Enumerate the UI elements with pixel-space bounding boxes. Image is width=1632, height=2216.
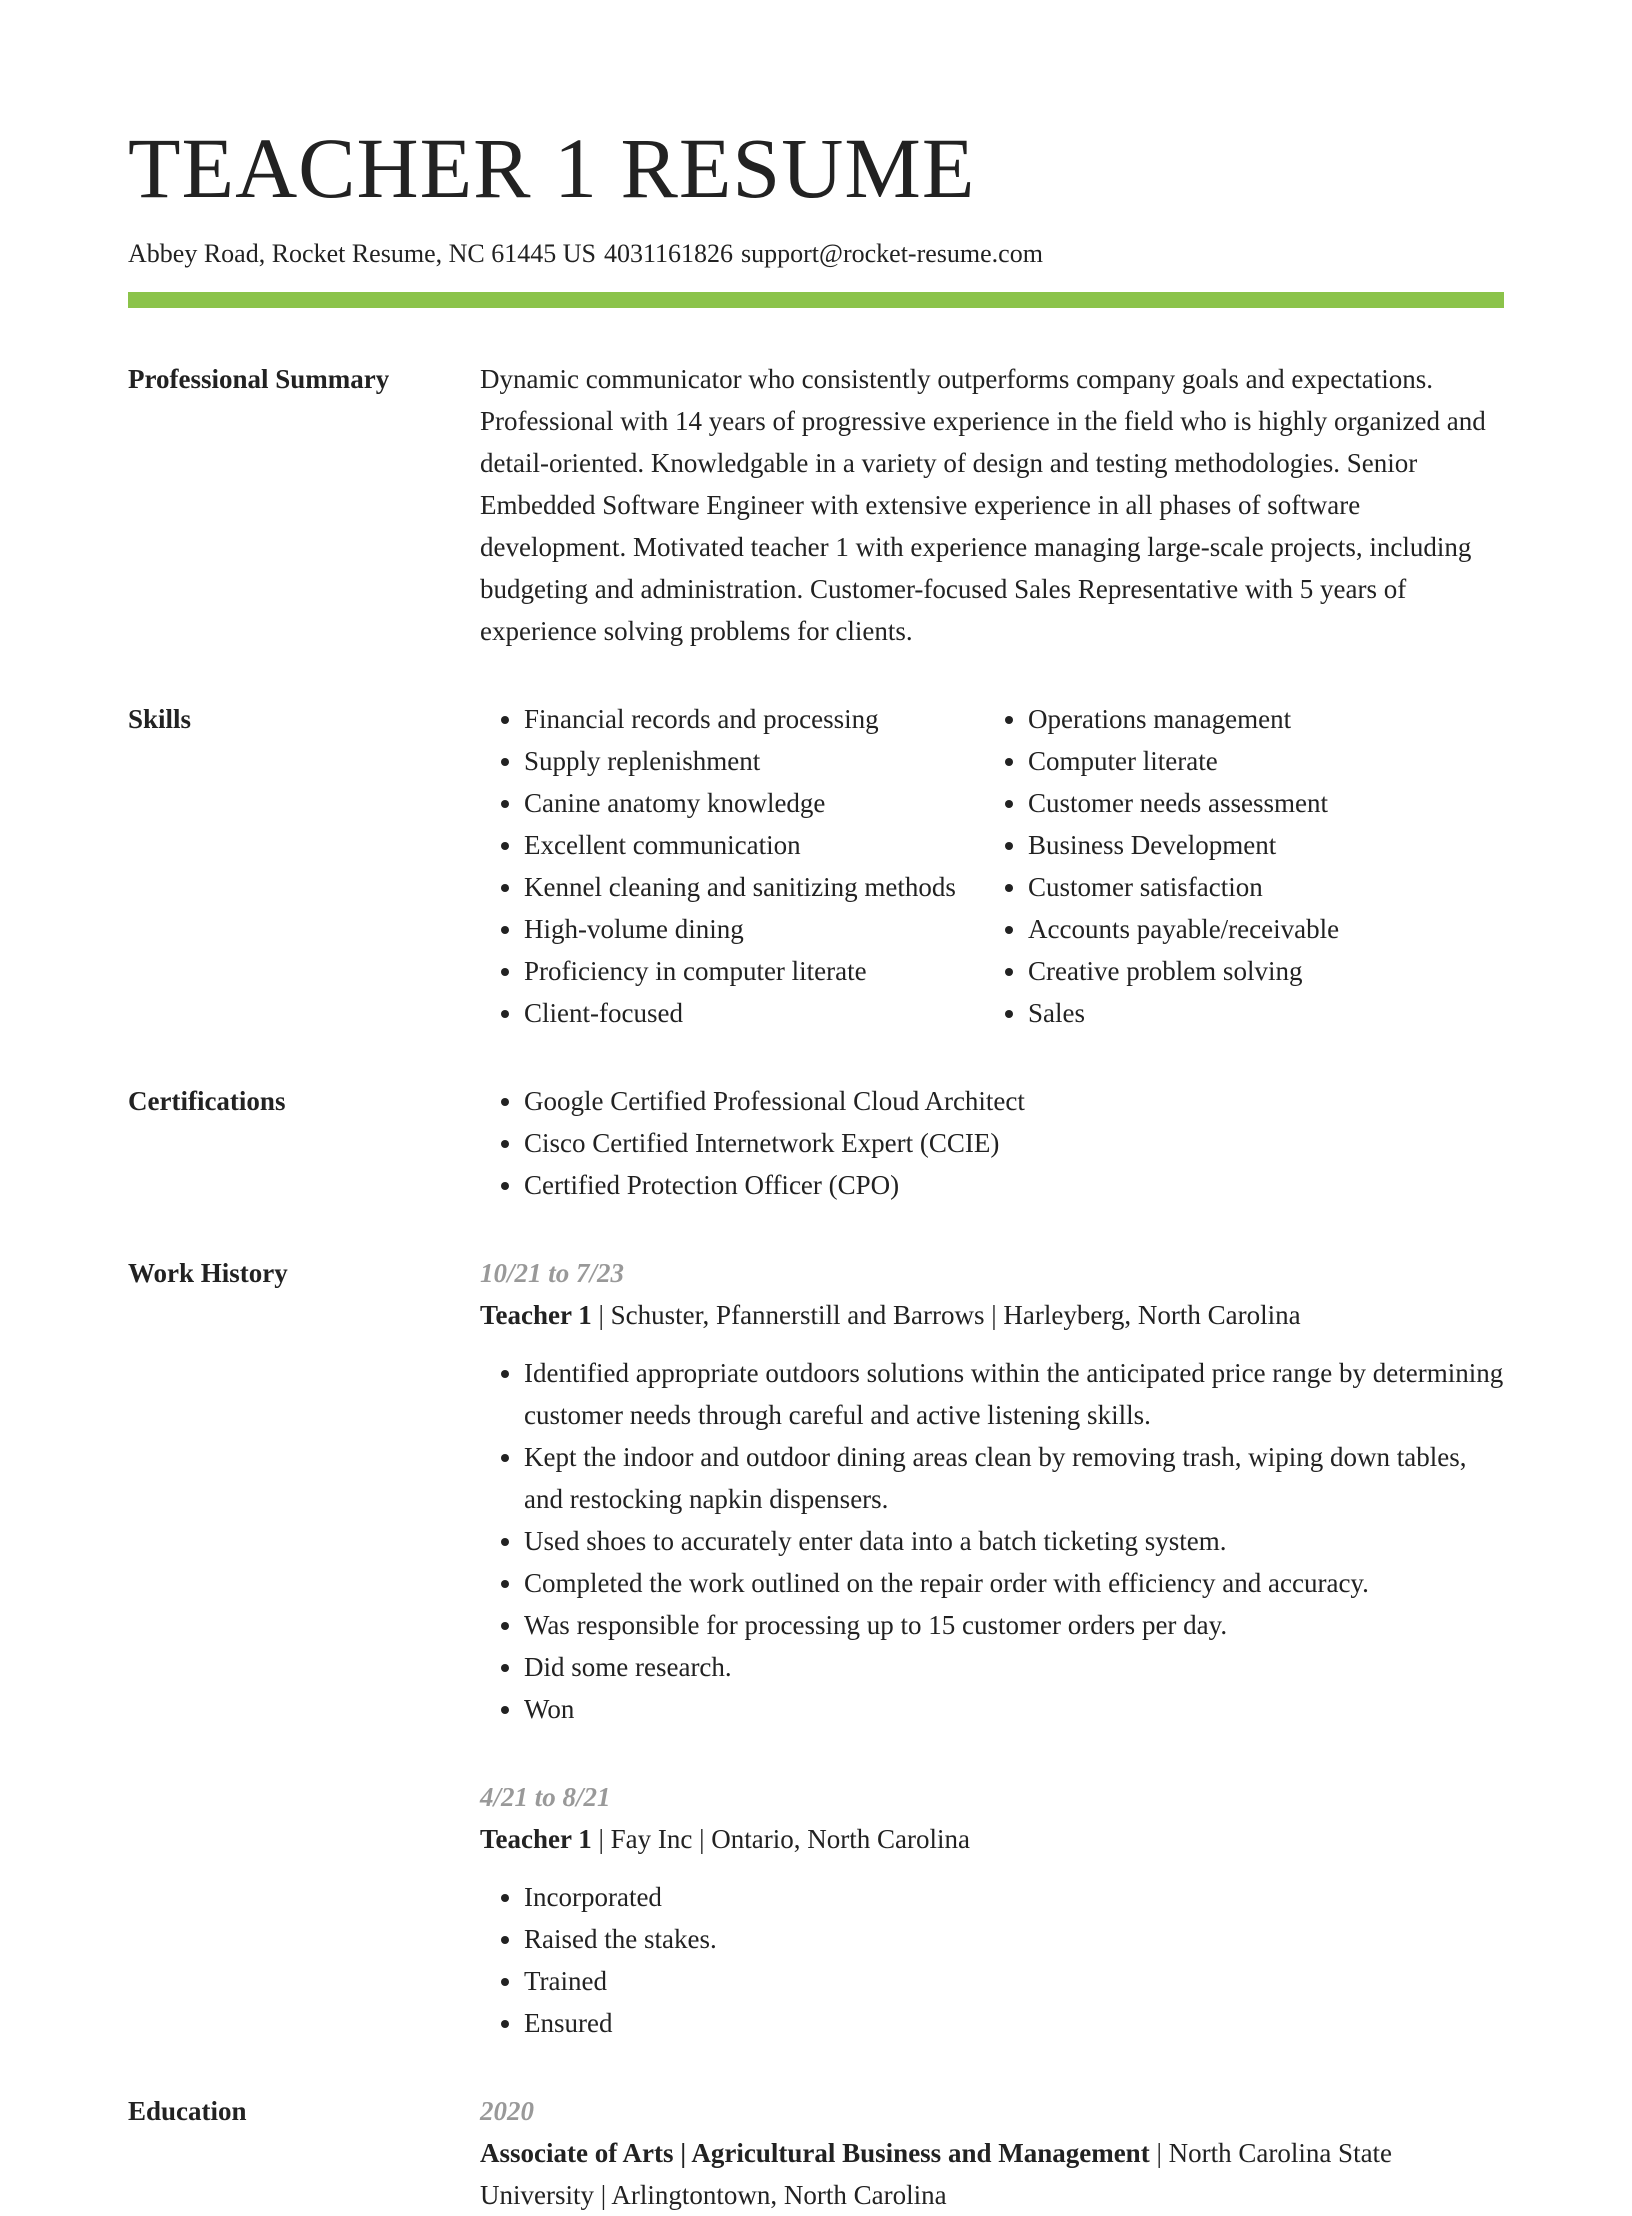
- job-bullets: [480, 1876, 1504, 2044]
- education-degree: Associate of Arts | Agricultural Business and Management: [480, 2138, 1150, 2168]
- job-dates: 10/21 to 7/23: [480, 1258, 625, 1288]
- job-title-line: [480, 1818, 1504, 1860]
- skill-item: • Kennel cleaning and sanitizing methods: [524, 866, 984, 908]
- certifications-list: [480, 1080, 1504, 1206]
- skill-item: • Operations management: [1028, 698, 1504, 740]
- skill-item: • Client-focused: [524, 992, 984, 1034]
- job-role: Teacher 1: [480, 1824, 592, 1854]
- job-bullet: • Ensured: [524, 2002, 1504, 2044]
- certifications-heading: Certifications: [128, 1086, 286, 1116]
- certification-item: • Cisco Certified Internetwork Expert (CCIE): [524, 1122, 1504, 1164]
- job-bullet: • Completed the work outlined on the repair order with efficiency and accuracy.: [524, 1562, 1504, 1604]
- job-details: | Schuster, Pfannerstill and Barrows | Harleyberg, North Carolina: [591, 1300, 1301, 1330]
- skill-item: • Creative problem solving: [1028, 950, 1504, 992]
- skill-item: • Financial records and processing: [524, 698, 984, 740]
- job-entry: [480, 1252, 1504, 1730]
- skill-item: • Customer satisfaction: [1028, 866, 1504, 908]
- summary-heading: Professional Summary: [128, 364, 390, 394]
- job-bullet: • Used shoes to accurately enter data into a batch ticketing system.: [524, 1520, 1504, 1562]
- contact-address: Abbey Road, Rocket Resume, NC 61445 US: [128, 239, 596, 268]
- job-entry: [480, 1776, 1504, 2044]
- education-year: 2020: [480, 2096, 534, 2126]
- job-role: Teacher 1: [480, 1300, 592, 1330]
- job-dates: 4/21 to 8/21: [480, 1782, 611, 1812]
- skills-right-list: [984, 698, 1504, 1034]
- work-history-heading: Work History: [128, 1258, 288, 1288]
- work-history-section: [128, 1252, 1504, 2044]
- job-bullet: • Raised the stakes.: [524, 1918, 1504, 1960]
- skill-item: • Excellent communication: [524, 824, 984, 866]
- contact-phone: 4031161826: [603, 239, 734, 268]
- skills-heading: Skills: [128, 704, 192, 734]
- skill-item: • Supply replenishment: [524, 740, 984, 782]
- skill-item: • Business Development: [1028, 824, 1504, 866]
- skill-item: • Customer needs assessment: [1028, 782, 1504, 824]
- skills-left-list: [480, 698, 984, 1034]
- education-line: [480, 2132, 1504, 2216]
- accent-divider: [128, 292, 1504, 308]
- education-details: | North Carolina State University | Arlingtontown, North Carolina: [480, 2138, 1393, 2210]
- skill-item: • Sales: [1028, 992, 1504, 1034]
- certification-item: • Google Certified Professional Cloud Architect: [524, 1080, 1504, 1122]
- skills-section: [128, 698, 1504, 1034]
- job-bullet: • Was responsible for processing up to 15 customer orders per day.: [524, 1604, 1504, 1646]
- contact-line: [128, 238, 1504, 270]
- skill-item: • Proficiency in computer literate: [524, 950, 984, 992]
- job-bullet: • Kept the indoor and outdoor dining areas clean by removing trash, wiping down tables, and restocking napkin dispensers.: [524, 1436, 1504, 1520]
- summary-text: Dynamic communicator who consistently outperforms company goals and expectations. Professional with 14 years of progressive experience in the field who is highly organized and detail-oriented. Knowledgable in a variety of design and testing methodologies. Senior Embedded Software Engineer with extensive experience in all phases of software development. Motivated teacher 1 with experience managing large-scale projects, including budgeting and administration. Customer-focused Sales Representative with 5 years of experience solving problems for clients.: [480, 364, 1486, 646]
- job-bullet: • Won: [524, 1688, 1504, 1730]
- job-title-line: [480, 1294, 1504, 1336]
- skill-item: • Computer literate: [1028, 740, 1504, 782]
- skill-item: • Canine anatomy knowledge: [524, 782, 984, 824]
- certification-item: • Certified Protection Officer (CPO): [524, 1164, 1504, 1206]
- job-bullet: • Trained: [524, 1960, 1504, 2002]
- education-section: [128, 2090, 1504, 2216]
- job-bullets: [480, 1352, 1504, 1730]
- job-details: | Fay Inc | Ontario, North Carolina: [591, 1824, 970, 1854]
- contact-email[interactable]: support@rocket-resume.com: [741, 239, 1043, 268]
- job-bullet: • Incorporated: [524, 1876, 1504, 1918]
- job-bullet: • Identified appropriate outdoors solutions within the anticipated price range by determining customer needs through careful and active listening skills.: [524, 1352, 1504, 1436]
- skill-item: • High-volume dining: [524, 908, 984, 950]
- summary-section: [128, 358, 1504, 652]
- education-heading: Education: [128, 2096, 247, 2126]
- resume-page: [128, 0, 1504, 2216]
- job-bullet: • Did some research.: [524, 1646, 1504, 1688]
- skill-item: • Accounts payable/receivable: [1028, 908, 1504, 950]
- resume-name: TEACHER 1 RESUME: [128, 120, 976, 216]
- certifications-section: [128, 1080, 1504, 1206]
